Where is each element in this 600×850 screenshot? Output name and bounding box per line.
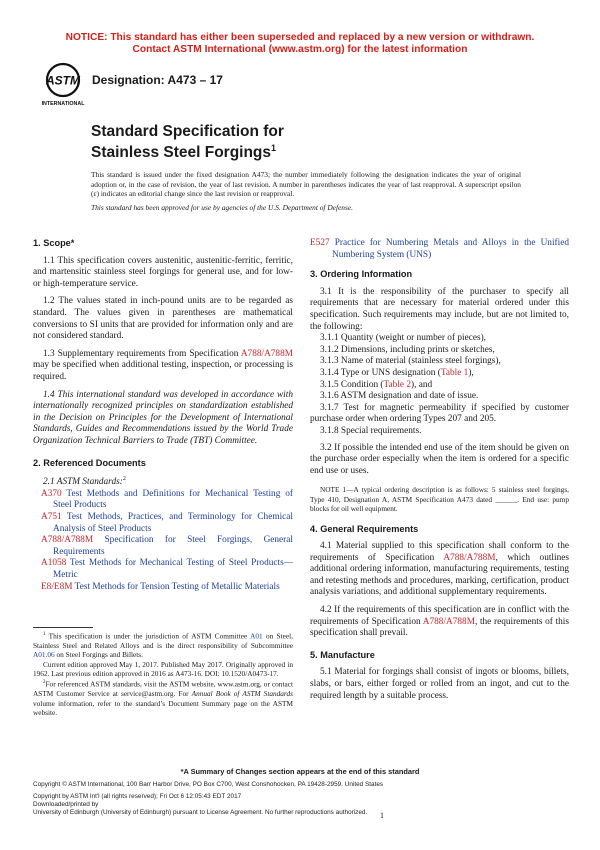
title-footnote-mark: 1	[271, 143, 277, 153]
ref-link-a788-4-1[interactable]: A788/A788M	[443, 552, 496, 563]
copyright-line: Copyright © ASTM International, 100 Barr Harbor Drive, PO Box C700, West Conshohocken, PA 19428-2959. United States	[33, 781, 384, 788]
reference-title-link[interactable]: Test Methods for Tension Testing of Metallic Materials	[72, 581, 280, 592]
section-1-4: 1.4 This international standard was developed in accordance with internationally recognized principles on standardization established in the Decision on Principles for the Development of International Standards, Guides and Recommendations issued by the World Trade Organization Technical Barriers to Trade (TBT) Committee.	[33, 389, 293, 446]
section-3-1-4: 3.1.4 Type or UNS designation (Table 1),	[320, 367, 474, 378]
section-4-2: 4.2 If the requirements of this specification are in conflict with the requirements of Specification A788/A788M, the requirements of this specification shall prevail.	[310, 605, 569, 639]
footnote-1: $^1$ This specification is under the jurisdiction of ASTM Committee A01 on Steel, Stainless Steel and Related Alloys and is the direct responsibility of Subcommittee A01.06 on Steel Forgings and Billets.	[33, 631, 293, 660]
footnote-rule	[33, 627, 93, 628]
ordering-item: 3.1.2 Dimensions, including prints or sketches,	[320, 344, 495, 355]
left-column	[33, 238, 293, 593]
ref-link-a788-4-2[interactable]: A788/A788M	[422, 616, 475, 627]
section-3-1-5: 3.1.5 Condition (Table 2), and	[320, 379, 433, 390]
general-requirements-heading: 4. General Requirements	[310, 523, 419, 534]
committee-a01-link[interactable]: A01	[250, 631, 263, 641]
section-2-1: 2.1 ASTM Standards:$^2$	[43, 476, 126, 488]
section-3-1: 3.1 It is the responsibility of the purchaser to specify all requirements that are necessary for material ordered under this specification. Such requirements may include, but are not limited to, the following:	[310, 286, 569, 332]
manufacture-heading: 5. Manufacture	[310, 649, 375, 660]
section-3-2: 3.2 If possible the intended end use of the item should be given on the purchase order especially when the item is ordered for a specific end use or uses.	[310, 442, 569, 476]
reference-item	[33, 489, 293, 512]
right-column	[310, 238, 569, 702]
section-3-1-6: 3.1.6 ASTM designation and date of issue.	[320, 391, 479, 402]
ordering-item: 3.1.3 Name of material (stainless steel forgings),	[320, 356, 501, 367]
astm-logo-icon	[36, 60, 92, 110]
footnotes	[33, 630, 293, 718]
reference-code-link[interactable]: E8/E8M	[41, 581, 73, 592]
reference-title-link[interactable]: Test Methods, Practices, and Terminology for Chemical Analysis of Steel Products	[53, 511, 293, 534]
download-info: Copyright by ASTM Int'l (all rights reserved); Fri Oct 6 12:05:43 EDT 2017 Downloaded/printed by University of Edinburgh (University of Edinburgh) pursuant to License Agreement. No further reproductions authorized.	[33, 793, 368, 817]
withdrawal-notice	[0, 32, 600, 56]
ordering-item: 3.1.1 Quantity (weight or number of pieces),	[320, 333, 487, 344]
reference-item	[33, 512, 293, 535]
dod-approval-statement: This standard has been approved for use by agencies of the U.S. Department of Defense.	[91, 203, 353, 212]
section-5-1: 5.1 Material for forgings shall consist of ingots or blooms, billets, slabs, or bars, either forged or rolled from an ingot, and cut to the required length by a suitable process.	[310, 667, 569, 701]
svg-text:INTERNATIONAL: INTERNATIONAL	[41, 101, 85, 107]
reference-code-link[interactable]: A370	[41, 488, 62, 499]
reference-item	[33, 582, 293, 594]
ordering-information-heading: 3. Ordering Information	[310, 269, 413, 280]
section-1-2: 1.2 The values stated in inch-pound units are to be regarded as standard. The values given in parentheses are mathematical conversions to SI units that are provided for information only and are not considered standard.	[33, 296, 293, 342]
reference-item	[33, 535, 293, 558]
svg-text:ASTM: ASTM	[46, 73, 80, 88]
reference-title-link[interactable]: Specification for Steel Forgings, General Requirements	[53, 535, 293, 557]
subcommittee-a0106-link[interactable]: A01.06	[33, 650, 55, 660]
issue-statement: This standard is issued under the fixed designation A473; the number immediately following the designation indicates the year of original adoption or, in the case of revision, the year of last revision. A number in parentheses indicates the year of last reapproval. A superscript epsilon (ε) indicates an editorial change since the last revision or reapproval.	[91, 170, 521, 199]
footnote-2: $^2$For referenced ASTM standards, visit the ASTM website, www.astm.org, or contact ASTM Customer Service at service@astm.org. For Annual Book of ASTM Standards volume information, refer to the standard’s Document Summary page on the ASTM website.	[33, 679, 293, 718]
reference-title-link[interactable]: Test Methods for Mechanical Testing of Steel Products—Metric	[53, 558, 293, 580]
designation: Designation: A473 – 17	[92, 73, 223, 87]
ref-link-a788[interactable]: A788/A788M	[240, 348, 293, 359]
section-3-1-7: 3.1.7 Test for magnetic permeability if specified by customer purchase order when ordering Types 207 and 205.	[310, 402, 569, 425]
table-1-link[interactable]: Table 1	[440, 367, 469, 378]
footnote-1-edition: Current edition approved May 1, 2017. Published May 2017. Originally approved in 1962. Last previous edition approved in 2016 as A473-16. DOI: 10.1520/A0473-17.	[33, 659, 293, 679]
summary-of-changes-note: *A Summary of Changes section appears at the end of this standard	[180, 767, 420, 776]
scope-heading: 1. Scope*	[33, 238, 75, 248]
page-number: 1	[380, 811, 384, 820]
reference-code-link[interactable]: A788/A788M	[41, 535, 94, 546]
reference-list	[33, 489, 293, 593]
ordering-items	[310, 333, 569, 368]
note-1: NOTE 1—A typical ordering description is as follows: 5 stainless steel forgings, Type 410, Designation A, ASTM Specification A473 dated ______. End use: pump blocks for oil well equipment.	[310, 485, 569, 514]
section-3-1-8: 3.1.8 Special requirements.	[320, 425, 422, 436]
document-title	[91, 123, 284, 161]
table-2-link[interactable]: Table 2	[383, 379, 412, 390]
referenced-documents-heading: 2. Referenced Documents	[33, 457, 146, 468]
section-1-1: 1.1 This specification covers austenitic, austenitic-ferritic, ferritic, and martensitic stainless steel forgings for general use, and for low- or high-temperature service.	[33, 255, 293, 289]
notice-line-1: NOTICE: This standard has either been superseded and replaced by a new version or withdrawn.	[65, 32, 535, 43]
reference-item	[33, 558, 293, 581]
reference-title-link[interactable]: Test Methods and Definitions for Mechanical Testing of Steel Products	[53, 488, 293, 511]
section-1-3: 1.3 Supplementary requirements from Specification A788/A788M may be specified when additional testing, inspection, or processing is required.	[33, 348, 293, 382]
section-4-1: 4.1 Material supplied to this specification shall conform to the requirements of Specification A788/A788M, which outlines additional ordering information, manufacturing requirements, testing and retesting methods and procedures, marking, certification, product analysis variations, and additional supplementary requirements.	[310, 541, 569, 598]
reference-code-link[interactable]: A1058	[41, 558, 67, 569]
title-line-1: Standard Specification for	[91, 123, 284, 140]
reference-e527: E527 Practice for Numbering Metals and Alloys in the Unified Numbering System (UNS)	[310, 238, 569, 260]
title-line-2: Stainless Steel Forgings	[91, 144, 272, 162]
ref-link-e527[interactable]: E527	[310, 238, 330, 248]
reference-code-link[interactable]: A751	[41, 511, 62, 522]
notice-line-2: Contact ASTM International (www.astm.org) for the latest information	[132, 44, 468, 55]
